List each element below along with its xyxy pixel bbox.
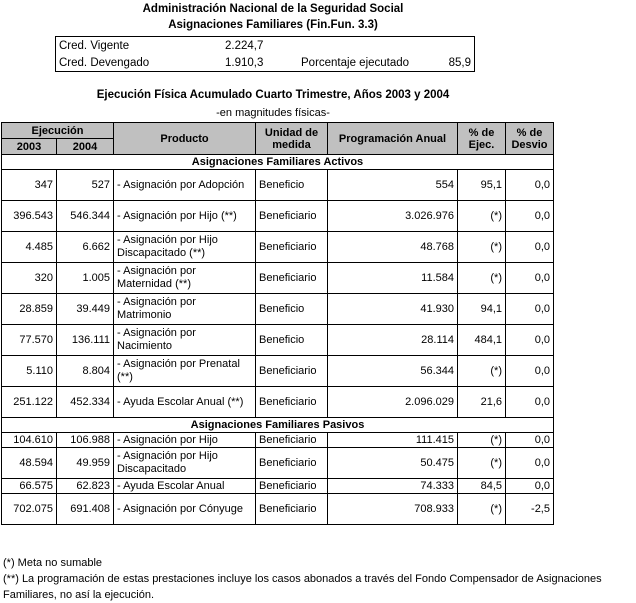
producto-cell: - Asignación por Hijo (**) [114, 201, 256, 232]
producto-cell: - Asignación por Hijo Discapacitado [114, 448, 256, 479]
value-2003: 5.110 [2, 356, 57, 387]
unidad-cell: Beneficiario [256, 263, 328, 294]
value-2004: 8.804 [57, 356, 114, 387]
pct-desvio-cell: 0,0 [506, 232, 554, 263]
unidad-cell: Beneficiario [256, 448, 328, 479]
producto-cell: - Ayuda Escolar Anual (**) [114, 387, 256, 418]
table-row [2, 170, 554, 201]
programacion-cell: 3.026.976 [328, 201, 458, 232]
programacion-cell: 111.415 [328, 433, 458, 448]
value-2004: 106.988 [57, 433, 114, 448]
producto-cell: - Asignación por Hijo [114, 433, 256, 448]
pct-label: Porcentaje ejecutado [301, 56, 410, 69]
pct-ejec-cell: 94,1 [458, 294, 506, 325]
vigente-value: 2.224,7 [225, 39, 264, 52]
pct-desvio-cell: 0,0 [506, 356, 554, 387]
pct-ejec-cell: (*) [458, 494, 506, 525]
vigente-label: Cred. Vigente [59, 39, 130, 52]
pct-desvio-cell: 0,0 [506, 433, 554, 448]
value-2003: 77.570 [2, 325, 57, 356]
devengado-value: 1.910,3 [225, 56, 264, 69]
pct-desvio-cell: 0,0 [506, 325, 554, 356]
devengado-label: Cred. Devengado [59, 56, 150, 69]
pct-desvio-cell: -2,5 [506, 494, 554, 525]
unidad-cell: Beneficiario [256, 433, 328, 448]
programacion-cell: 28.114 [328, 325, 458, 356]
table-row [2, 433, 554, 448]
value-2003: 104.610 [2, 433, 57, 448]
section-pasivos: Asignaciones Familiares Pasivos [2, 418, 554, 433]
value-2003: 396.543 [2, 201, 57, 232]
programacion-cell: 56.344 [328, 356, 458, 387]
section-title: Ejecución Física Acumulado Cuarto Trimestre, Años 2003 y 2004 [96, 89, 450, 101]
value-2003: 66.575 [2, 479, 57, 494]
pct-desvio-cell: 0,0 [506, 479, 554, 494]
programacion-cell: 50.475 [328, 448, 458, 479]
unidad-cell: Beneficiario [256, 356, 328, 387]
pct-ejec-cell: (*) [458, 448, 506, 479]
value-2004: 136.111 [57, 325, 114, 356]
table-row [2, 232, 554, 263]
programacion-cell: 2.096.029 [328, 387, 458, 418]
value-2004: 49.959 [57, 448, 114, 479]
value-2004: 39.449 [57, 294, 114, 325]
header-ejecucion: Ejecución [2, 123, 114, 139]
header-2003: 2003 [2, 139, 57, 155]
section-activos: Asignaciones Familiares Activos [2, 155, 554, 170]
table-row [2, 448, 554, 479]
programacion-cell: 48.768 [328, 232, 458, 263]
value-2004: 62.823 [57, 479, 114, 494]
unidad-cell: Beneficiario [256, 201, 328, 232]
unidad-cell: Beneficiario [256, 479, 328, 494]
pct-desvio-cell: 0,0 [506, 263, 554, 294]
pct-ejec-cell: (*) [458, 263, 506, 294]
footnote-2: (**) La programación de estas prestaciones incluye los casos abonados a través del Fondo Compensador de Asignaciones Familiares, no así la ejecución. [3, 573, 602, 601]
pct-desvio-cell: 0,0 [506, 448, 554, 479]
pct-value: 85,9 [448, 56, 471, 69]
unidad-cell: Beneficiario [256, 387, 328, 418]
table-row [2, 387, 554, 418]
header-pct-desvio: % de Desvio [506, 123, 554, 155]
programacion-cell: 41.930 [328, 294, 458, 325]
value-2004: 452.334 [57, 387, 114, 418]
unidad-cell: Beneficiario [256, 494, 328, 525]
table-row [2, 201, 554, 232]
header-producto: Producto [114, 123, 256, 155]
table-row [2, 263, 554, 294]
value-2004: 527 [57, 170, 114, 201]
value-2004: 1.005 [57, 263, 114, 294]
footnotes [3, 555, 633, 603]
unidad-cell: Beneficio [256, 325, 328, 356]
pct-ejec-cell: (*) [458, 433, 506, 448]
producto-cell: - Asignación por Adopción [114, 170, 256, 201]
table-row [2, 325, 554, 356]
producto-cell: - Asignación por Prenatal (**) [114, 356, 256, 387]
pct-desvio-cell: 0,0 [506, 170, 554, 201]
producto-cell: - Asignación por Cónyuge [114, 494, 256, 525]
producto-cell: - Asignación por Matrimonio [114, 294, 256, 325]
header-pct-ejec: % de Ejec. [458, 123, 506, 155]
header-programacion: Programación Anual [328, 123, 458, 155]
programacion-cell: 11.584 [328, 263, 458, 294]
pct-desvio-cell: 0,0 [506, 294, 554, 325]
pct-ejec-cell: (*) [458, 356, 506, 387]
report-title: Administración Nacional de la Seguridad Social [142, 3, 404, 15]
table-row [2, 479, 554, 494]
table-row [2, 356, 554, 387]
footnote-1: (*) Meta no sumable [3, 557, 103, 569]
value-2004: 691.408 [57, 494, 114, 525]
programacion-cell: 554 [328, 170, 458, 201]
execution-table [1, 122, 554, 525]
header-unidad: Unidad de medida [256, 123, 328, 155]
value-2004: 6.662 [57, 232, 114, 263]
value-2003: 702.075 [2, 494, 57, 525]
producto-cell: - Asignación por Hijo Discapacitado (**) [114, 232, 256, 263]
producto-cell: - Ayuda Escolar Anual [114, 479, 256, 494]
header-2004: 2004 [57, 139, 114, 155]
credit-summary [55, 36, 475, 72]
programacion-cell: 74.333 [328, 479, 458, 494]
unidad-cell: Beneficiario [256, 232, 328, 263]
pct-ejec-cell: 84,5 [458, 479, 506, 494]
value-2003: 320 [2, 263, 57, 294]
pct-ejec-cell: (*) [458, 232, 506, 263]
value-2004: 546.344 [57, 201, 114, 232]
producto-cell: - Asignación por Maternidad (**) [114, 263, 256, 294]
report-subtitle: Asignaciones Familiares (Fin.Fun. 3.3) [168, 19, 378, 31]
pct-desvio-cell: 0,0 [506, 201, 554, 232]
pct-ejec-cell: 484,1 [458, 325, 506, 356]
programacion-cell: 708.933 [328, 494, 458, 525]
value-2003: 251.122 [2, 387, 57, 418]
value-2003: 347 [2, 170, 57, 201]
table-row [2, 294, 554, 325]
pct-ejec-cell: (*) [458, 201, 506, 232]
pct-ejec-cell: 95,1 [458, 170, 506, 201]
table-row [2, 494, 554, 525]
producto-cell: - Asignación por Nacimiento [114, 325, 256, 356]
value-2003: 4.485 [2, 232, 57, 263]
value-2003: 28.859 [2, 294, 57, 325]
unidad-cell: Beneficio [256, 294, 328, 325]
section-subtitle: -en magnitudes físicas- [216, 107, 330, 119]
pct-desvio-cell: 0,0 [506, 387, 554, 418]
unidad-cell: Beneficio [256, 170, 328, 201]
pct-ejec-cell: 21,6 [458, 387, 506, 418]
value-2003: 48.594 [2, 448, 57, 479]
